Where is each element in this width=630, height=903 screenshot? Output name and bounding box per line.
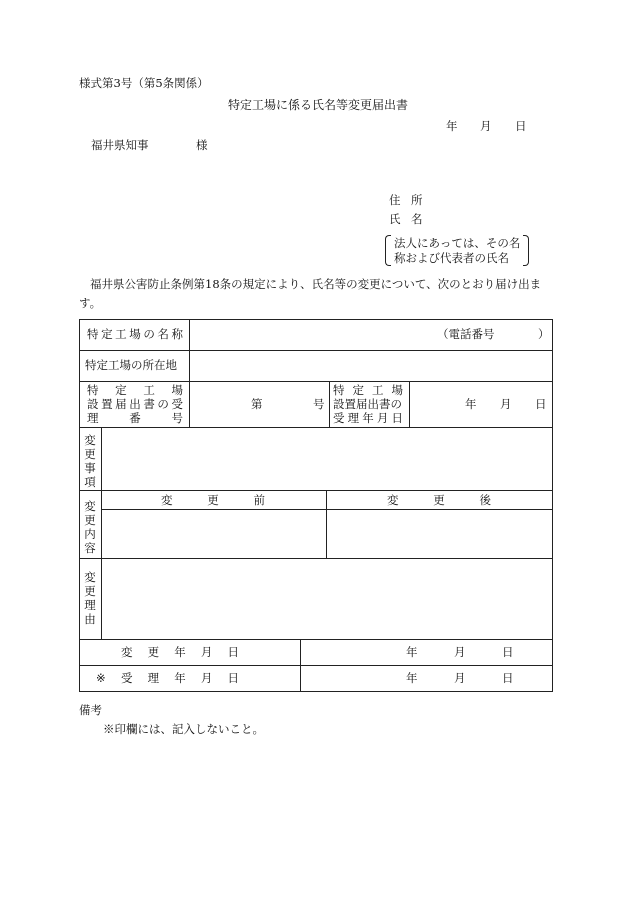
notification-table (79, 319, 553, 692)
receipt-date-label-line1: 特 定 工 場 (333, 383, 403, 397)
change-reason-field[interactable] (102, 559, 552, 639)
document-title: 特定工場に係る氏名等変更届出書 (228, 98, 409, 112)
remarks-label: 備考 (79, 703, 102, 717)
receipt-number-label-line1: 特 定 工 場 (87, 383, 183, 397)
factory-location-field[interactable] (190, 351, 552, 381)
after-label: 変 更 後 (387, 493, 491, 507)
change-content-label: 変更内容 (84, 499, 96, 555)
body-text-line-1: 福井県公害防止条例第18条の規定により、氏名等の変更について、次のとおり届け出ま (90, 277, 542, 291)
receipt-number-label-line3: 理 番 号 (87, 411, 183, 425)
after-field[interactable] (327, 510, 552, 558)
corporation-note-1: 法人にあっては、その名 (394, 236, 521, 250)
change-items-label: 変更事項 (84, 433, 96, 489)
receipt-number-label-line2: 設 置 届 出 書 の 受 (87, 397, 183, 411)
factory-location-label: 特定工場の所在地 (85, 358, 177, 372)
change-date-label: 変 更 年 月 日 (121, 645, 239, 659)
factory-name-field[interactable] (190, 319, 552, 350)
receipt-date-year: 年 (465, 397, 477, 411)
before-field[interactable] (102, 510, 326, 558)
date-day: 日 (515, 119, 527, 133)
receipt-date-label-line2: 設置届出書の (333, 397, 402, 411)
col-line (300, 639, 301, 692)
number-dai: 第 (251, 397, 263, 411)
receipt-row-year: 年 (406, 671, 418, 685)
change-date-day: 日 (502, 645, 514, 659)
date-month: 月 (480, 119, 492, 133)
change-reason-label: 変更理由 (84, 570, 96, 626)
receipt-row-month: 月 (454, 671, 466, 685)
governor-label: 福井県知事 (91, 138, 149, 152)
factory-name-label: 特 定 工 場 の 名 称 (87, 327, 183, 341)
corporation-note-2: 称および代表者の氏名 (394, 251, 509, 265)
col-line (329, 381, 330, 427)
row-line (79, 639, 553, 640)
table-border-bottom (79, 691, 553, 692)
table-border-right (552, 319, 553, 692)
change-date-month: 月 (454, 645, 466, 659)
number-gou: 号 (313, 397, 325, 411)
table-border-left (79, 319, 80, 692)
receipt-row-label: 受 理 年 月 日 (121, 671, 239, 685)
col-line (409, 381, 410, 427)
receipt-mark: ※ (96, 671, 106, 685)
receipt-date-day: 日 (535, 397, 547, 411)
body-text-line-2: す。 (79, 296, 102, 310)
row-line (79, 665, 553, 666)
before-label: 変 更 前 (161, 493, 265, 507)
receipt-date-month: 月 (500, 397, 512, 411)
receipt-date-label-line3: 受 理 年 月 日 (333, 411, 403, 425)
row-line (79, 490, 553, 491)
sama-label: 様 (196, 138, 208, 152)
phone-label: （電話番号 (437, 327, 495, 341)
form-id: 様式第3号（第5条関係） (79, 76, 209, 90)
change-items-field[interactable] (102, 428, 552, 490)
date-year: 年 (446, 119, 458, 133)
change-date-year: 年 (406, 645, 418, 659)
row-line (79, 381, 553, 382)
phone-close: ） (538, 327, 550, 341)
receipt-row-day: 日 (502, 671, 514, 685)
remarks-note: ※印欄には、記入しないこと。 (103, 722, 264, 736)
